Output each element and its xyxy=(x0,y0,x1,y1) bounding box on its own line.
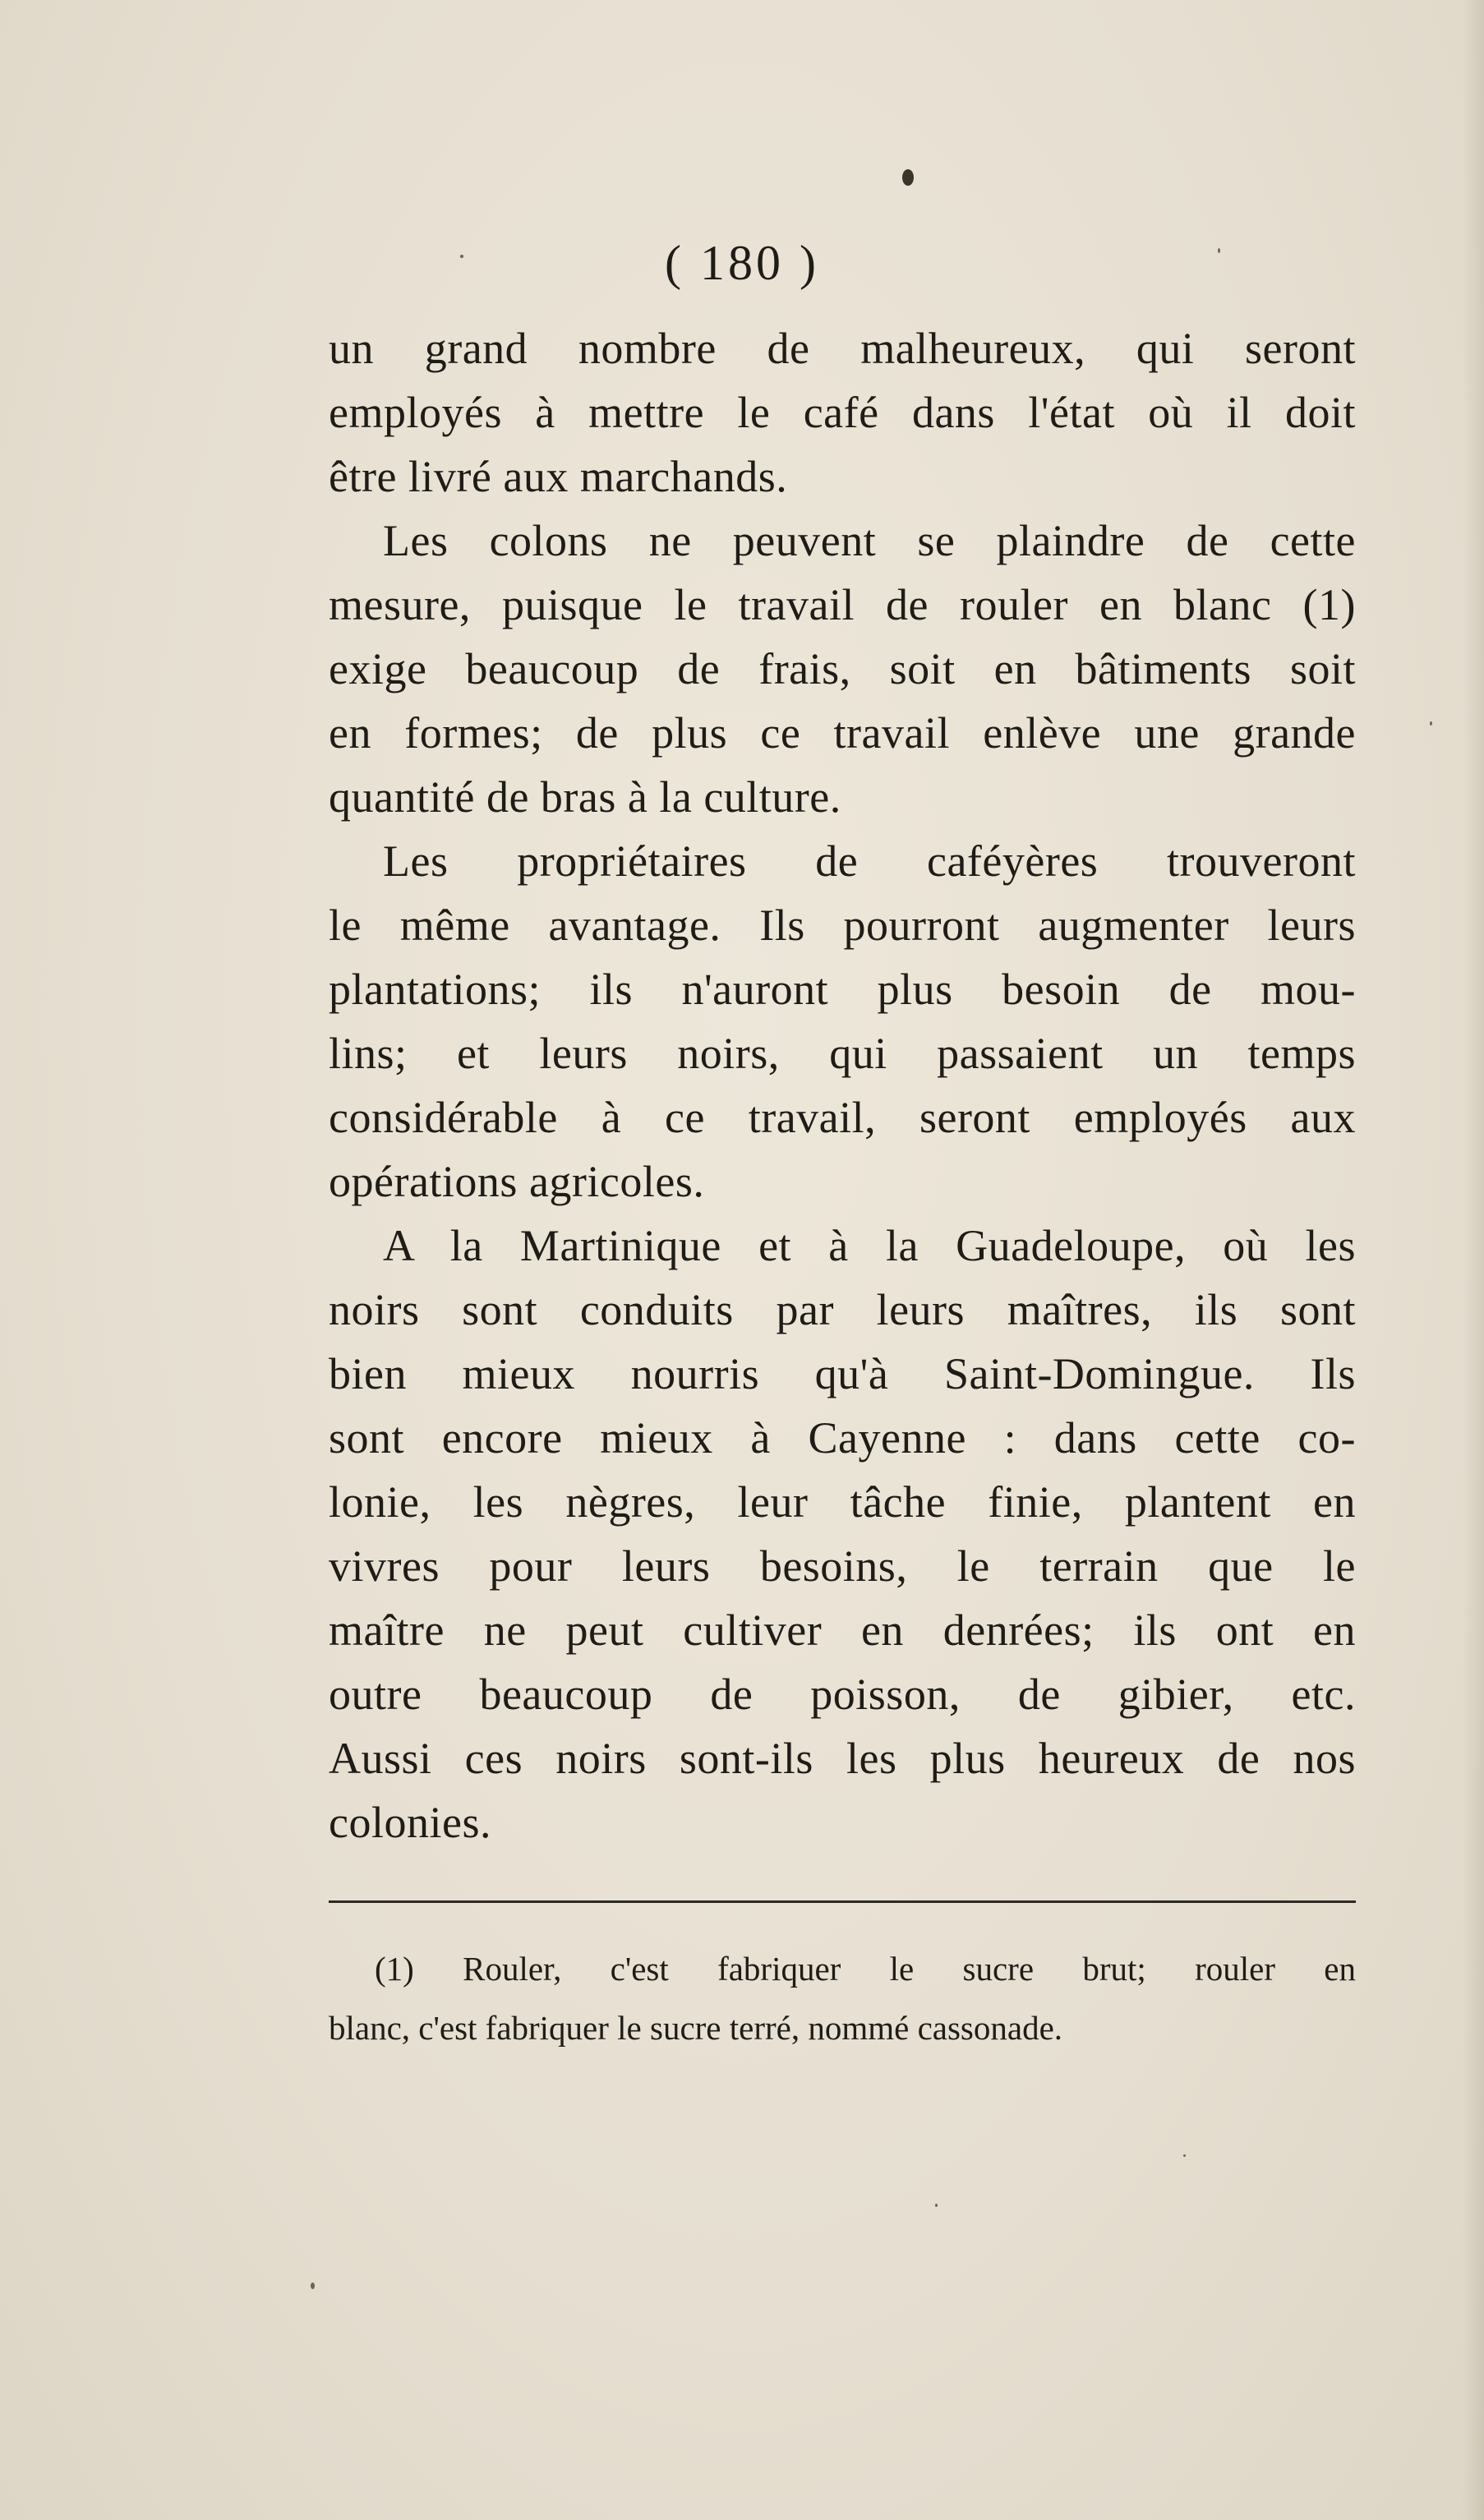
footnote-line: (1) Rouler, c'est fabriquer le sucre brut; rouler en xyxy=(375,1950,1356,1988)
text-line: un grand nombre de malheureux, qui seront xyxy=(329,324,1356,373)
text-line: maître ne peut cultiver en denrées; ils ont en xyxy=(329,1606,1356,1655)
text-line: employés à mettre le café dans l'état où il doit xyxy=(329,388,1356,437)
text-line: sont encore mieux à Cayenne : dans cette co- xyxy=(329,1413,1356,1463)
ink-blot xyxy=(902,169,914,186)
footnote-divider xyxy=(329,1900,1356,1903)
text-line: noirs sont conduits par leurs maîtres, ils sont xyxy=(329,1285,1356,1334)
page-edge-shadow xyxy=(1463,0,1484,2520)
text-line: Les colons ne peuvent se plaindre de cette xyxy=(383,516,1356,565)
text-line: en formes; de plus ce travail enlève une grande xyxy=(329,708,1356,758)
text-line: Les propriétaires de caféyères trouveront xyxy=(383,836,1356,886)
paper-speck xyxy=(935,2204,938,2207)
text-line: mesure, puisque le travail de rouler en blanc (1) xyxy=(329,580,1356,629)
paper-speck xyxy=(1430,721,1432,726)
text-line: le même avantage. Ils pourront augmenter leurs xyxy=(329,901,1356,950)
text-line: considérable à ce travail, seront employés aux xyxy=(329,1093,1356,1142)
footnote xyxy=(329,1939,1356,2057)
paper-speck xyxy=(311,2283,315,2289)
text-line: vivres pour leurs besoins, le terrain que le xyxy=(329,1541,1356,1591)
text-line: lins; et leurs noirs, qui passaient un temps xyxy=(329,1029,1356,1078)
footnote-line: blanc, c'est fabriquer le sucre terré, nommé cassonade. xyxy=(329,2009,1063,2047)
text-line: plantations; ils n'auront plus besoin de mou- xyxy=(329,965,1356,1014)
text-line: quantité de bras à la culture. xyxy=(329,772,841,822)
body-text xyxy=(329,316,1356,1854)
text-line: exige beaucoup de frais, soit en bâtiments soit xyxy=(329,644,1356,693)
page-number: ( 180 ) xyxy=(665,236,819,290)
text-line: être livré aux marchands. xyxy=(329,452,788,501)
text-line: colonies. xyxy=(329,1798,491,1847)
text-line: bien mieux nourris qu'à Saint-Domingue. Ils xyxy=(329,1349,1356,1398)
text-line: Aussi ces noirs sont-ils les plus heureux de nos xyxy=(329,1734,1356,1783)
paper-speck xyxy=(1183,2154,1186,2157)
text-line: lonie, les nègres, leur tâche finie, plantent en xyxy=(329,1477,1356,1527)
text-line: outre beaucoup de poisson, de gibier, etc. xyxy=(329,1670,1356,1719)
text-line: A la Martinique et à la Guadeloupe, où les xyxy=(383,1221,1356,1270)
text-line: opérations agricoles. xyxy=(329,1157,705,1206)
